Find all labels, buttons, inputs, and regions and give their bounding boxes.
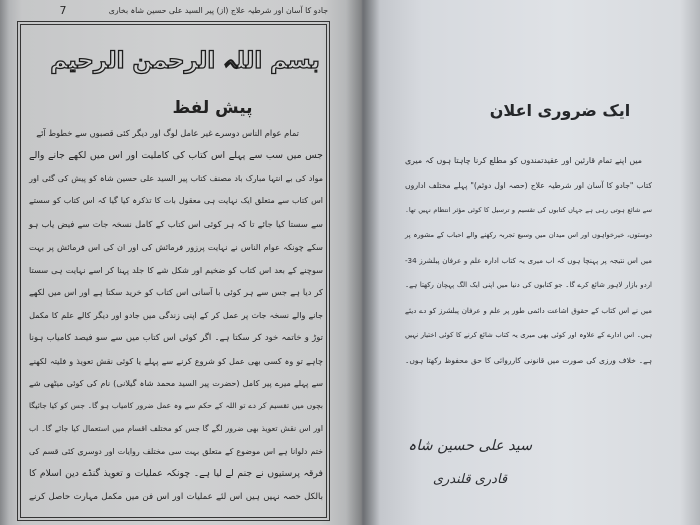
book-gutter-shadow	[346, 0, 380, 525]
preface-line: سوچنے کے بعد اس کتاب کو ضخیم اور شکل شے کا جلد پہنا کر اسے نہایت ہی سستا	[29, 264, 323, 275]
preface-line: مواد کی بے انتہا مبارک باد مصنف کتاب پیر السید علی حسین شاہ کو پیش کی گئی اور	[29, 173, 323, 183]
preface-heading: پیش لفظ	[172, 98, 253, 118]
announcement-heading: ایک ضروری اعلان	[489, 101, 631, 120]
announcement-line: ہیں۔ اس ادارے کے علاوہ اور کوئی بھی میری یہ کتاب شائع کرنے کا کوئی اختیار نہیں	[404, 331, 652, 339]
preface-line: سکے چونکہ عوام الناس نے نہایت پرزور فرمائش کی اور ان کی اس فرمائش پر بہت	[29, 241, 323, 252]
announcement-line: میں نے اس کتاب کے حقوق اشاعت دائمی طور پر علم و عرفان پبلشرز کو دے دیئے	[404, 306, 652, 315]
right-page	[362, 0, 700, 525]
signature-title: قادری قلندری	[432, 472, 508, 487]
announcement-line: کتاب "جادو کا آسان اور شرطیہ علاج (حصہ اول دوئم)" پہلے مختلف اداروں	[404, 181, 652, 190]
announcement-line: ہے۔ خلاف ورزی کی صورت میں قانونی کارروائی کا حق محفوظ رکھتا ہوں۔	[404, 356, 652, 365]
bismillah-calligraphy: بسم اللہ الرحمن الرحیم	[50, 48, 320, 74]
announcement-line: دوستوں، خیرخواہوں اور اس میدان میں وسیع تجربہ رکھنے والے احباب کے مشورہ پر	[404, 231, 652, 239]
announcement-line: میں اس نتیجہ پر پہنچا ہوں کہ اب میری یہ کتاب ادارہ علم و عرفان پبلشرز 34-	[404, 256, 652, 265]
announcement-line: اردو بازار لاہور شائع کرے گا۔ جو کتابوں کی دنیا میں اپنی ایک الگ پہچان رکھتا ہے۔	[405, 281, 652, 289]
announcement-text	[402, 148, 652, 373]
page-number: 7	[59, 4, 67, 17]
preface-line: سے سستا کیا جائے تا کہ ہر کوئی اس کتاب کے کامل نسخہ جات سے فیض یاب ہو	[28, 219, 323, 229]
preface-line: اور اس نقش تعویذ بھی ضرور لگے گا جس کو مختلف اقسام میں استعمال کیا جائے گا۔ اب	[28, 423, 323, 433]
preface-line: سے پہلے میرے پیر کامل (حضرت پیر السید محمد شاہ گیلانی) نام کی کوئی میٹھی شے	[29, 378, 323, 389]
preface-line: جس میں سب سے پہلے اس کتاب کی کاملیت اور اس میں لکھے جانے والے	[28, 149, 323, 161]
preface-line: اس کتاب سے متعلق ایک نہایت ہی معقول بات کا تذکرہ کیا گیا کہ اس کتاب کو سستے	[29, 196, 323, 206]
signature-name: سید علی حسین شاہ	[407, 438, 533, 454]
announcement-line: سے شائع ہوتی رہی ہے جہاں کتابوں کی تقسیم و ترسیل کا کوئی مؤثر انتظام نہیں تھا۔	[405, 206, 652, 214]
preface-line: چاہے تو وہ کسی بھی عمل کو شروع کرنے سے پہلے یا کوئی نقش تعویذ و فلیتہ لکھنے	[28, 355, 323, 366]
preface-line: جانے والے نسخہ جات پر عمل کر کے اپنی زندگی میں جادو اور دیگر کالے علم کا مکمل	[29, 310, 323, 320]
preface-line: ختم دلوانا ہے اس موضوع کے متعلق بہت سی مختلف روایات اور دوسری کئی قسم کی	[28, 446, 323, 456]
preface-text	[26, 122, 323, 509]
preface-line: بالکل حصہ نہیں ہیں اس لئے عملیات اور اس فن میں مکمل مہارت حاصل کرنے	[28, 492, 323, 502]
preface-line: کر دیا ہے جس سے ہر کوئی با آسانی اس کتاب کو خرید سکتا ہے اور اس میں لکھے	[28, 287, 323, 298]
preface-line: توڑ و خاتمہ خود کر سکتا ہے۔ اگر کوئی اس کتاب میں سے سو فیصد کامیاب ہونا	[29, 332, 323, 343]
preface-line: بچوں میں تقسیم کر دے تو اللہ کے حکم سے وہ عمل ضرور کامیاب ہو گا۔ جس کو کیا جائیگا	[29, 401, 323, 410]
running-header: جادو کا آسان اور شرطیہ علاج (از) پیر السید علی حسین شاہ بخاری	[108, 6, 328, 15]
preface-line: تمام عوام الناس دوسرے غیر عامل لوگ اور دیگر کئی قصبوں سے خطوط آئے	[36, 128, 299, 138]
announcement-line: میں اپنے تمام قارئین اور عقیدتمندوں کو مطلع کرنا چاہتا ہوں کہ میری	[405, 156, 642, 165]
preface-line: فرقہ پرستیوں نے جنم لے لیا ہے۔ چونکہ عملیات و تعویذ گنڈے دین اسلام کا	[29, 468, 323, 480]
